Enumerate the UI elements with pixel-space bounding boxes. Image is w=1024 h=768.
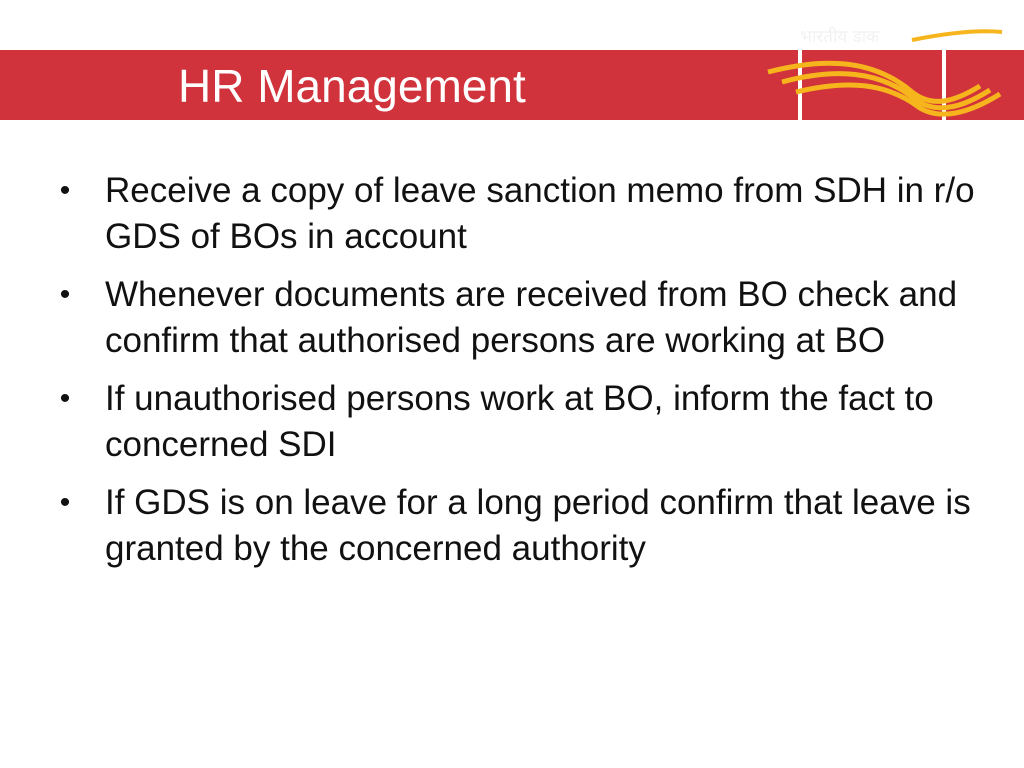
bullet-marker: • (59, 382, 71, 415)
bullet-marker: • (59, 486, 71, 519)
bullet-marker: • (59, 278, 71, 311)
logo-stripe-4 (912, 31, 1002, 40)
bullet-text: Receive a copy of leave sanction memo from SDH in r/o GDS of BOs in account (105, 171, 975, 256)
bullet-item (55, 376, 985, 468)
bullet-marker: • (59, 174, 71, 207)
bullet-item (55, 272, 985, 364)
slide-title: HR Management (178, 60, 526, 112)
bullet-item (55, 168, 985, 260)
india-post-logo (762, 0, 1024, 122)
bullet-text: If unauthorised persons work at BO, inform the fact to concerned SDI (105, 379, 934, 464)
logo-text: भारतीय डाक (800, 27, 880, 47)
bullet-list (55, 168, 985, 584)
bullet-item (55, 480, 985, 572)
bullet-text: If GDS is on leave for a long period confirm that leave is granted by the concerned authority (105, 483, 971, 568)
india-post-logo-icon (762, 0, 1024, 122)
bullet-text: Whenever documents are received from BO check and confirm that authorised persons are working at BO (105, 275, 958, 360)
